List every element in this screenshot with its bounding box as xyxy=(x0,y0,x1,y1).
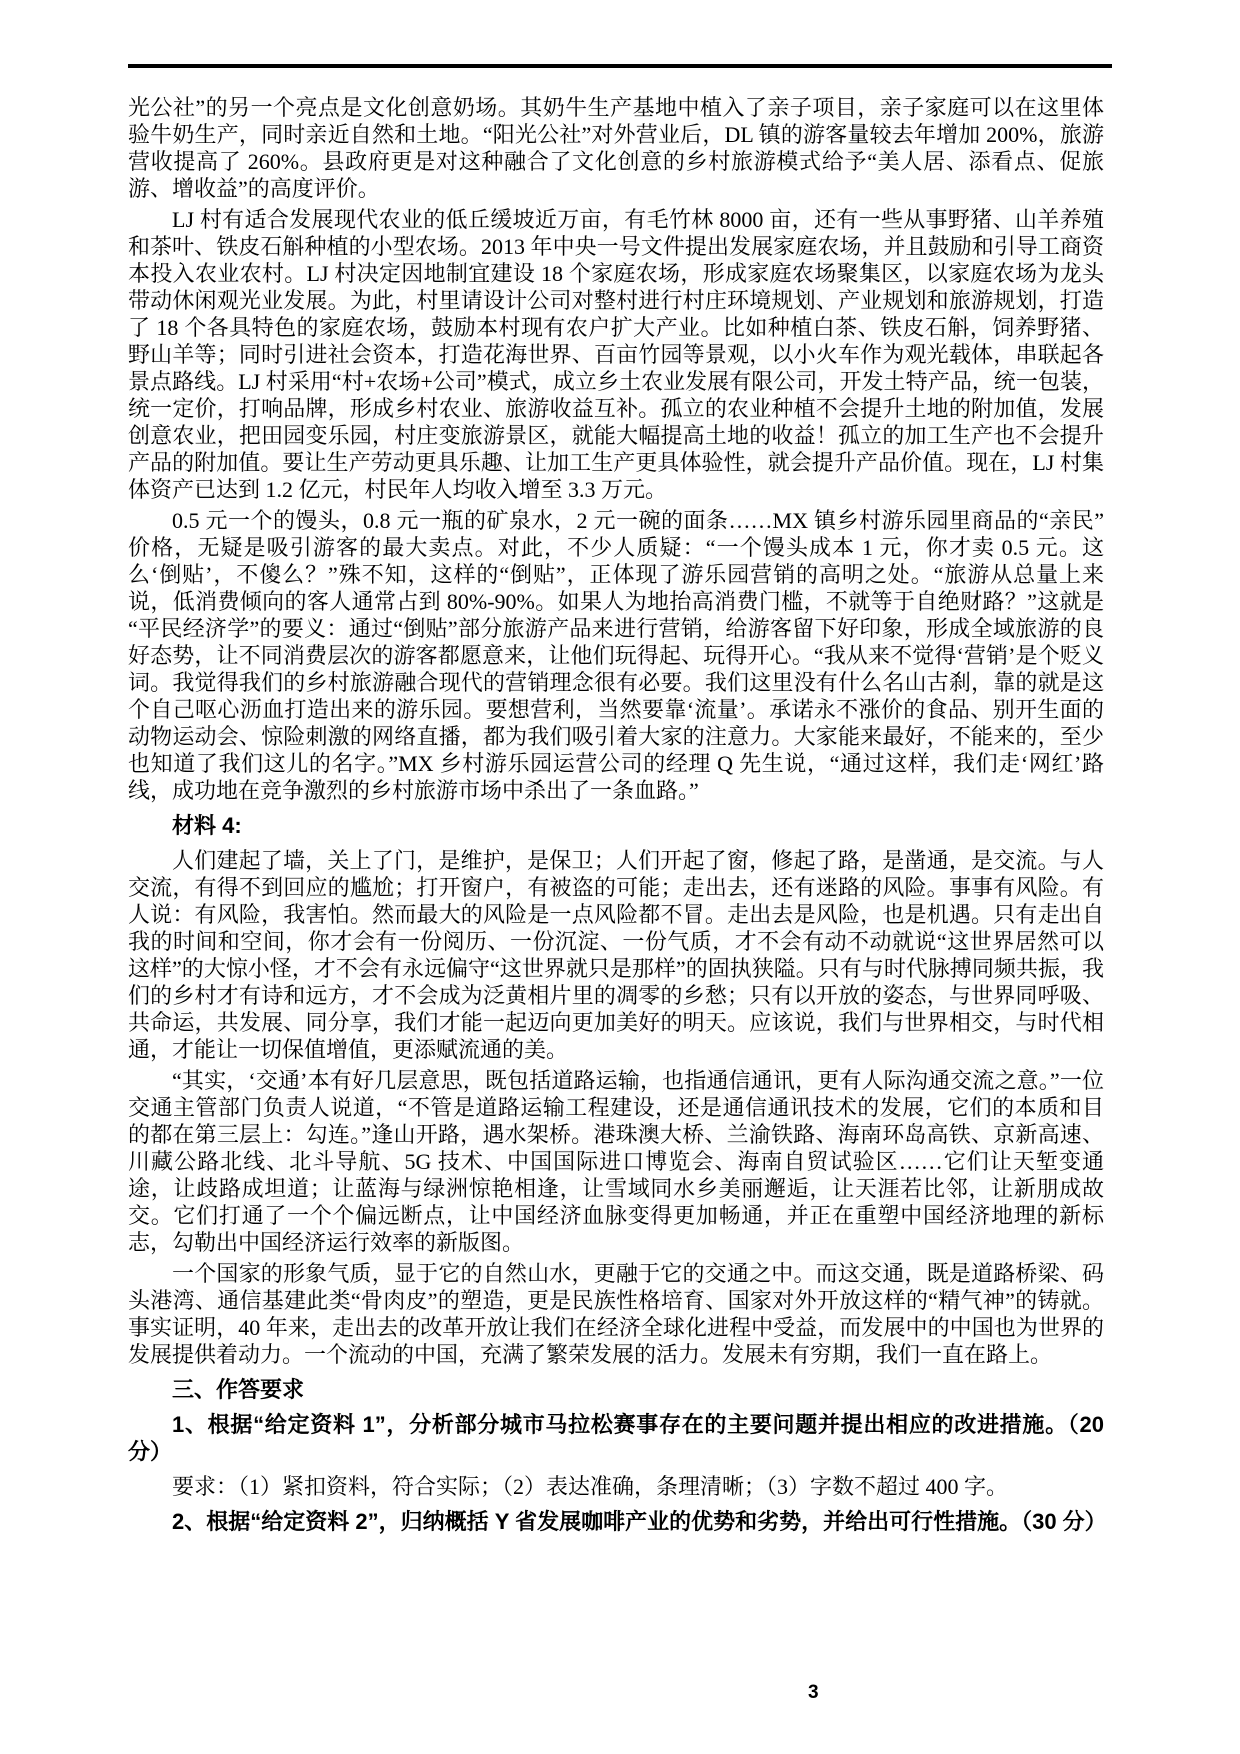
paragraph-jiaotong-meaning: “其实，‘交通’本有好几层意思，既包括道路运输，也指通信通讯，更有人际沟通交流之意。”一位交通主管部门负责人说道，“不管是道路运输工程建设，还是通信通讯技术的发展，它们的本质和目的都在第三层上：勾连。”逢山开路，遇水架桥。港珠澳大桥、兰渝铁路、海南环岛高铁、京新高速、川藏公路北线、北斗导航、5G 技术、中国国际进口博览会、海南自贸试验区……它们让天堑变通途，让歧路成坦道；让蓝海与绿洲惊艳相逢，让雪域同水乡美丽邂逅，让天涯若比邻，让新朋成故交。它们打通了一个个偏远断点，让中国经济血脉变得更加畅通，并正在重塑中国经济地理的新标志，勾勒出中国经济运行效率的新版图。 xyxy=(128,1068,1104,1255)
paragraph-lj-village: LJ 村有适合发展现代农业的低丘缓坡近万亩，有毛竹林 8000 亩，还有一些从事野猪、山羊养殖和茶叶、铁皮石斛种植的小型农场。2013 年中央一号文件提出发展家庭农场，并且鼓励和引导工商资本投入农业农村。LJ 村决定因地制宜建设 18 个家庭农场，形成家庭农场聚集区，以家庭农场为龙头带动休闲观光业发展。为此，村里请设计公司对整村进行村庄环境规划、产业规划和旅游规划，打造了 18 个各具特色的家庭农场，鼓励本村现有农户扩大产业。比如种植白茶、铁皮石斛，饲养野猪、野山羊等；同时引进社会资本，打造花海世界、百亩竹园等景观，以小火车作为观光载体，串联起各景点路线。LJ 村采用“村+农场+公司”模式，成立乡土农业发展有限公司，开发土特产品，统一包装，统一定价，打响品牌，形成乡村农业、旅游收益互补。孤立的农业种植不会提升土地的附加值，发展创意农业，把田园变乐园，村庄变旅游景区，就能大幅提高土地的收益！孤立的加工生产也不会提升产品的附加值。要让生产劳动更具乐趣、让加工生产更具体验性，就会提升产品价值。现在，LJ 村集体资产已达到 1.2 亿元，村民年人均收入增至 3.3 万元。 xyxy=(128,207,1104,502)
question-1-requirements: 要求：（1）紧扣资料，符合实际；（2）表达准确，条理清晰；（3）字数不超过 400 字。 xyxy=(172,1474,1009,1499)
paragraph-national-image: 一个国家的形象气质，显于它的自然山水，更融于它的交通之中。而这交通，既是道路桥梁、码头港湾、通信基建此类“骨肉皮”的塑造，更是民族性格培育、国家对外开放这样的“精气神”的铸就。事实证明，40 年来，走出去的改革开放让我们在经济全球化进程中受益，而发展中的中国也为世界的发展提供着动力。一个流动的中国，充满了繁荣发展的活力。发展未有穷期，我们一直在路上。 xyxy=(128,1261,1104,1367)
page-number: 3 xyxy=(808,1682,819,1703)
document-body xyxy=(128,90,1107,1543)
paragraph-walls-and-windows: 人们建起了墙，关上了门，是维护，是保卫；人们开起了窗，修起了路，是凿通，是交流。与人交流，有得不到回应的尴尬；打开窗户，有被盗的可能；走出去，还有迷路的风险。事事有风险。有人说：有风险，我害怕。然而最大的风险是一点风险都不冒。走出去是风险，也是机遇。只有走出自我的时间和空间，你才会有一份阅历、一份沉淀、一份气质，才不会有动不动就说“这世界居然可以这样”的大惊小怪，才不会有永远偏守“这世界就只是那样”的固执狭隘。只有与时代脉搏同频共振，我们的乡村才有诗和远方，才不会成为泛黄相片里的凋零的乡愁；只有以开放的姿态，与世界同呼吸、共命运，共发展、同分享，我们才能一起迈向更加美好的明天。应该说，我们与世界相交，与时代相通，才能让一切保值增值，更添赋流通的美。 xyxy=(128,848,1104,1062)
question-2: 2、根据“给定资料 2”，归纳概括 Y 省发展咖啡产业的优势和劣势，并给出可行性措施。（30 分） xyxy=(172,1509,1107,1534)
heading-answer-requirements: 三、作答要求 xyxy=(172,1377,305,1402)
paragraph-mx-amusement-park: 0.5 元一个的馒头，0.8 元一瓶的矿泉水，2 元一碗的面条……MX 镇乡村游乐园里商品的“亲民”价格，无疑是吸引游客的最大卖点。对此，不少人质疑：“一个馒头成本 1 元，你才卖 0.5 元。这么‘倒贴’，不傻么？”殊不知，这样的“倒贴”，正体现了游乐园营销的高明之处。“旅游从总量上来说，低消费倾向的客人通常占到 80%-90%。如果人为地抬高消费门槛，不就等于自绝财路？”这就是“平民经济学”的要义：通过“倒贴”部分旅游产品来进行营销，给游客留下好印象，形成全域旅游的良好态势，让不同消费层次的游客都愿意来，让他们玩得起、玩得开心。“我从来不觉得‘营销’是个贬义词。我觉得我们的乡村旅游融合现代的营销理念很有必要。我们这里没有什么名山古刹，靠的就是这个自己呕心沥血打造出来的游乐园。要想营利，当然要靠‘流量’。承诺永不涨价的食品、别开生面的动物运动会、惊险刺激的网络直播，都为我们吸引着大家的注意力。大家能来最好，不能来的，至少也知道了我们这儿的名字。”MX 乡村游乐园运营公司的经理 Q 先生说，“通过这样，我们走‘网红’路线，成功地在竞争激烈的乡村旅游市场中杀出了一条血路。” xyxy=(128,508,1104,803)
question-1: 1、根据“给定资料 1”，分析部分城市马拉松赛事存在的主要问题并提出相应的改进措施。（20 分） xyxy=(128,1412,1104,1464)
paragraph-sunshine-commune-continuation: 光公社”的另一个亮点是文化创意奶场。其奶牛生产基地中植入了亲子项目，亲子家庭可以在这里体验牛奶生产，同时亲近自然和土地。“阳光公社”对外营业后，DL 镇的游客量较去年增加 200%，旅游营收提高了 260%。县政府更是对这种融合了文化创意的乡村旅游模式给予“美人居、添看点、促旅游、增收益”的高度评价。 xyxy=(128,95,1104,201)
heading-material-4: 材料 4: xyxy=(172,813,242,838)
header-rule xyxy=(128,64,1112,68)
